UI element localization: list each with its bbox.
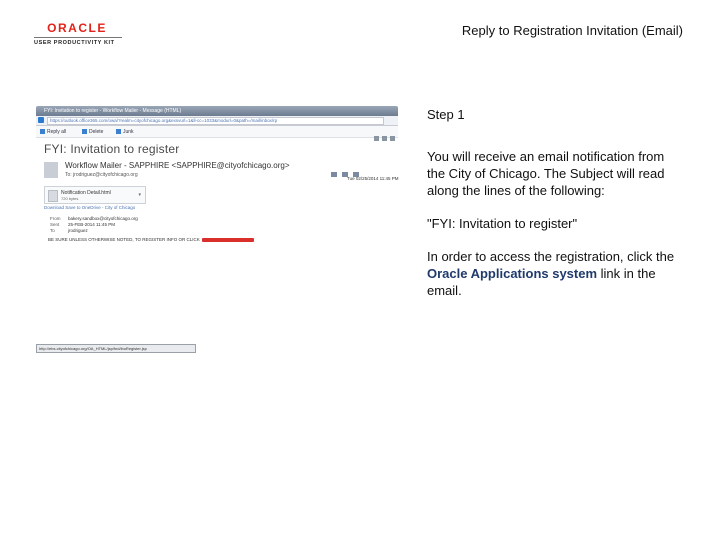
reply-all-button xyxy=(40,129,66,134)
junk-label: Junk xyxy=(123,129,134,135)
body-text: BE SURE UNLESS OTHERWISE NOTED, TO REGISTER INFO OR CLICK xyxy=(48,237,200,242)
avatar xyxy=(44,162,58,178)
oracle-upk-logo xyxy=(34,22,124,47)
attachment xyxy=(44,186,146,204)
logo-subtitle: USER PRODUCTIVITY KIT xyxy=(34,40,115,46)
oracle-applications-link-highlight xyxy=(202,238,254,242)
sender-name: Workflow Mailer - SAPPHIRE <SAPPHIRE@cityofchicago.org> xyxy=(65,161,290,170)
meta-from: From bakery.sandbox@cityofchicago.org xyxy=(50,216,138,221)
logo-divider xyxy=(34,37,122,38)
url-field xyxy=(47,117,384,125)
meta-to: To jrodriguez xyxy=(50,228,88,233)
lock-icon xyxy=(38,117,44,123)
attachment-actions: Download Save to OneDrive - City of Chicago xyxy=(44,205,136,210)
address-bar xyxy=(36,116,398,126)
toolbar-right-icons xyxy=(371,128,395,146)
oracle-applications-system-link-text: Oracle Applications system xyxy=(427,266,598,281)
delete-button xyxy=(82,129,103,134)
delete-icon xyxy=(82,129,87,134)
url-text: https://outlook.office365.com/owa/?realm=cityofchicago.org&exsvurl=1&ll-cc=1033&modurl=0&path=/mail/inbox/rp xyxy=(50,118,278,123)
instruction-paragraph-3 xyxy=(427,248,682,299)
para3-before: In order to access the registration, click the xyxy=(427,249,675,264)
attachment-size: 720 bytes xyxy=(61,196,79,201)
recipient: To: jrodriguez@cityofchicago.org xyxy=(65,172,138,178)
reply-icon xyxy=(331,172,337,177)
instruction-paragraph-2: "FYI: Invitation to register" xyxy=(427,216,578,231)
delete-label: Delete xyxy=(89,129,104,135)
attachment-name: Notification Detail.html xyxy=(61,190,111,196)
print-icon xyxy=(374,136,379,141)
junk-icon xyxy=(116,129,121,134)
email-subject: FYI: Invitation to register xyxy=(44,142,180,156)
para3-after: link in the email. xyxy=(427,266,656,298)
instruction-paragraph-1: You will receive an email notification from the City of Chicago. The Subject will read along the lines of the following: xyxy=(427,149,665,198)
browser-title-bar xyxy=(36,106,398,116)
mail-toolbar xyxy=(36,126,398,138)
browser-title: FYI: Invitation to register - Workflow Mailer - Message (HTML) xyxy=(44,108,182,114)
file-icon xyxy=(48,190,58,202)
email-screenshot xyxy=(36,106,398,356)
reply-all-icon xyxy=(40,129,45,134)
meta-sent: Sent 25-FEB-2014 11:45 PM xyxy=(50,222,115,227)
oracle-wordmark: ORACLE xyxy=(47,21,107,35)
email-date: Tue 02/25/2014 11:45 PM xyxy=(347,176,399,181)
page-title: Reply to Registration Invitation (Email) xyxy=(461,23,683,38)
help-icon xyxy=(390,136,395,141)
chevron-down-icon: ▾ xyxy=(138,192,141,198)
settings-icon xyxy=(382,136,387,141)
instructions-panel xyxy=(427,106,682,299)
email-body-line xyxy=(48,237,254,242)
step-label: Step 1 xyxy=(427,107,465,122)
status-bar-url: http://ebs.cityofchicago.org/OA_HTML/jsp/fnd/ibuRegister.jsp xyxy=(36,344,196,353)
reply-all-label: Reply all xyxy=(47,129,67,135)
junk-button xyxy=(116,129,134,134)
message-meta xyxy=(50,216,138,234)
